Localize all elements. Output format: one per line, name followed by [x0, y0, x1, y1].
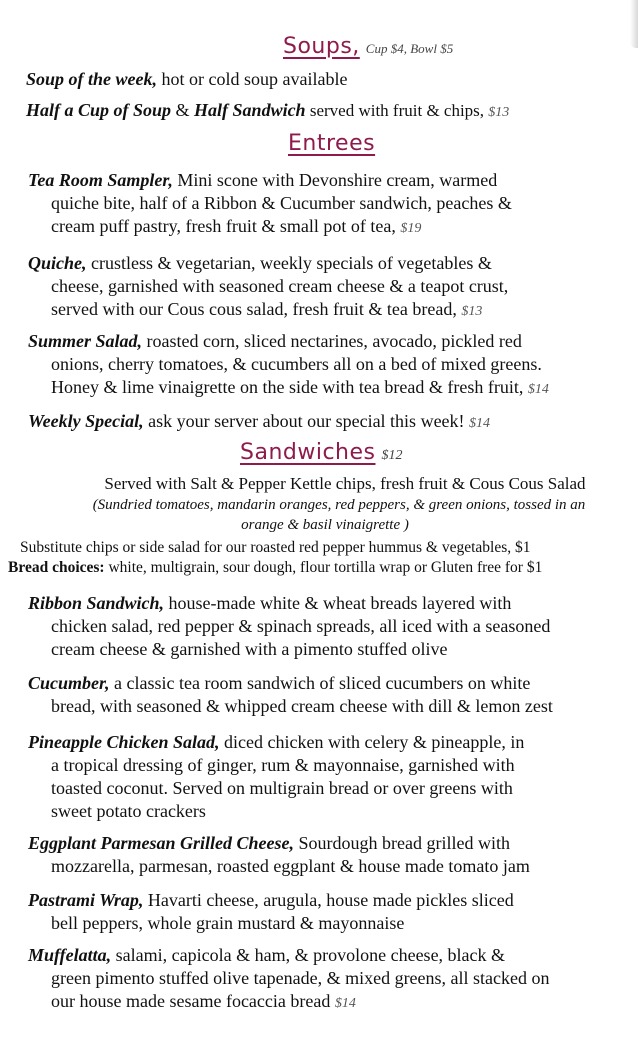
- item-description-line-2: chicken salad, red pepper & spinach spreads, all iced with a seasoned: [51, 616, 551, 636]
- menu-item-half-cup-soup: [26, 99, 638, 124]
- item-description-line-2: bread, with seasoned & whipped cream cheese with dill & lemon zest: [51, 696, 553, 716]
- item-description-line-2: green pimento stuffed olive tapenade, & mixed greens, all stacked on: [51, 968, 550, 988]
- item-description-line-1: Mini scone with Devonshire cream, warmed: [172, 170, 498, 190]
- sandwiches-price: $12: [381, 448, 403, 463]
- sandwiches-served-with: Served with Salt & Pepper Kettle chips, fresh fruit & Cous Cous Salad: [104, 474, 586, 493]
- bread-choices: [8, 558, 542, 578]
- soups-header: [283, 34, 453, 59]
- item-name: Pineapple Chicken Salad,: [28, 732, 220, 752]
- item-description-line-2: a tropical dressing of ginger, rum & mayonnaise, garnished with: [51, 755, 515, 775]
- item-description-line-2: cheese, garnished with seasoned cream cheese & a teapot crust,: [51, 276, 509, 296]
- bread-choices-text: white, multigrain, sour dough, flour tortilla wrap or Gluten free for $1: [104, 559, 543, 576]
- menu-item-eggplant-parmesan: [28, 832, 638, 878]
- soups-price: Cup $4, Bowl $5: [365, 41, 454, 56]
- item-name-2: Half Sandwich: [194, 100, 306, 120]
- menu-item-pastrami-wrap: [28, 889, 638, 935]
- item-description-line-1: diced chicken with celery & pineapple, in: [219, 732, 525, 752]
- entrees-heading: Entrees: [288, 131, 376, 156]
- item-description-line-1: ask your server about our special this week!: [143, 411, 470, 431]
- item-description-line-4: sweet potato crackers: [51, 801, 206, 821]
- menu-item-tea-room-sampler: [28, 169, 638, 240]
- item-name: Pastrami Wrap,: [28, 890, 144, 910]
- item-name: Quiche,: [28, 253, 87, 273]
- item-description: hot or cold soup available: [157, 69, 348, 89]
- menu-item-ribbon-sandwich: [28, 592, 638, 661]
- item-description-line-1: roasted corn, sliced nectarines, avocado, pickled red: [142, 331, 522, 351]
- item-name: Weekly Special,: [28, 411, 144, 431]
- item-description: served with fruit & chips,: [305, 101, 489, 120]
- item-description-line-1: salami, capicola & ham, & provolone cheese, black &: [111, 945, 506, 965]
- item-description-line-3: cream cheese & garnished with a pimento stuffed olive: [51, 639, 448, 659]
- item-name: Eggplant Parmesan Grilled Cheese,: [28, 833, 295, 853]
- menu-item-muffelatta: [28, 944, 638, 1015]
- item-name: Soup of the week,: [26, 69, 158, 89]
- item-name: Summer Salad,: [28, 331, 143, 351]
- item-description-line-1: house-made white & wheat breads layered with: [164, 593, 512, 613]
- item-price: $14: [334, 996, 356, 1011]
- item-price: $19: [400, 221, 422, 236]
- item-name: Cucumber,: [28, 673, 110, 693]
- menu-item-summer-salad: [28, 330, 638, 401]
- item-description-line-1: Sourdough bread grilled with: [294, 833, 510, 853]
- item-description-line-2: mozzarella, parmesan, roasted eggplant & house made tomato jam: [51, 856, 530, 876]
- item-description-line-3: cream puff pastry, fresh fruit & small pot of tea,: [51, 216, 401, 236]
- page-edge-shadow: [630, 0, 638, 48]
- salad-description-line-1: (Sundried tomatoes, mandarin oranges, red peppers, & green onions, tossed in an: [92, 497, 586, 513]
- bread-choices-label: Bread choices:: [8, 559, 105, 576]
- item-description-line-3: toasted coconut. Served on multigrain bread or over greens with: [51, 778, 513, 798]
- item-description-line-3: our house made sesame focaccia bread: [51, 991, 335, 1011]
- item-name: Tea Room Sampler,: [28, 170, 173, 190]
- item-description-line-2: quiche bite, half of a Ribbon & Cucumber sandwich, peaches &: [51, 193, 512, 213]
- entrees-header: [288, 131, 375, 156]
- item-description-line-1: crustless & vegetarian, weekly specials of vegetables &: [86, 253, 492, 273]
- menu-item-quiche: [28, 252, 638, 323]
- item-price: $13: [488, 105, 510, 120]
- menu-item-soup-of-week: [26, 68, 638, 91]
- substitute-note: Substitute chips or side salad for our roasted red pepper hummus & vegetables, $1: [20, 539, 531, 556]
- item-description-line-2: onions, cherry tomatoes, & cucumbers all on a bed of mixed greens.: [51, 354, 542, 374]
- sandwiches-header: [240, 440, 403, 465]
- item-ampersand: &: [171, 100, 195, 120]
- item-price: $14: [527, 382, 549, 397]
- menu-item-pineapple-chicken-salad: [28, 731, 638, 823]
- item-name: Ribbon Sandwich,: [28, 593, 165, 613]
- item-description-line-3: Honey & lime vinaigrette on the side with tea bread & fresh fruit,: [51, 377, 528, 397]
- item-description-line-2: bell peppers, whole grain mustard & mayonnaise: [51, 913, 405, 933]
- sandwiches-heading: Sandwiches: [240, 440, 376, 465]
- menu-item-cucumber: [28, 672, 638, 718]
- item-price: $14: [469, 416, 491, 431]
- item-description-line-1: Havarti cheese, arugula, house made pickles sliced: [143, 890, 514, 910]
- salad-description-line-2: orange & basil vinaigrette ): [241, 517, 409, 533]
- soups-heading: Soups,: [283, 34, 360, 59]
- item-name: Half a Cup of Soup: [26, 100, 172, 120]
- item-description-line-3: served with our Cous cous salad, fresh fruit & tea bread,: [51, 299, 462, 319]
- item-name: Muffelatta,: [28, 945, 112, 965]
- item-description-line-1: a classic tea room sandwich of sliced cucumbers on white: [109, 673, 531, 693]
- item-price: $13: [461, 304, 483, 319]
- menu-item-weekly-special: [28, 410, 638, 435]
